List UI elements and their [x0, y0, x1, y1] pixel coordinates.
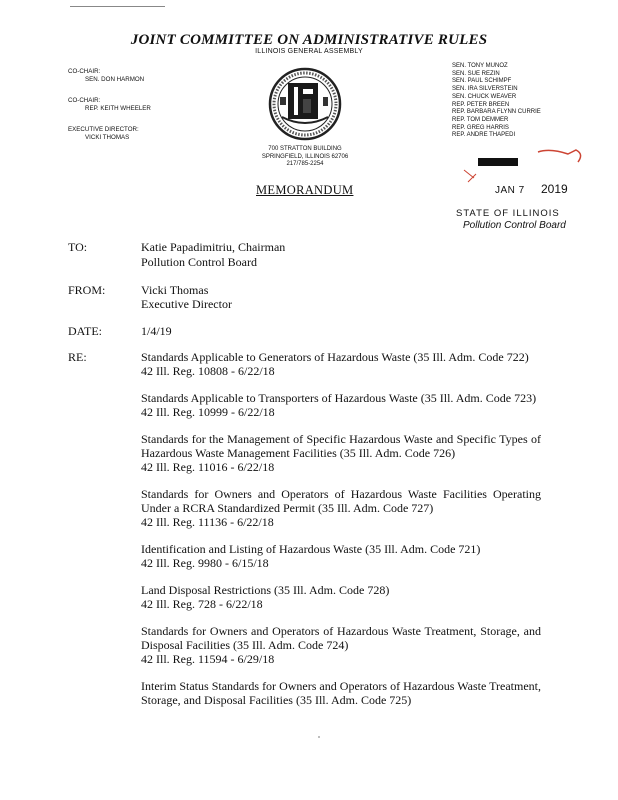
re-item-title: Interim Status Standards for Owners and Operators of Hazardous Waste Treatment, Storage, and Disposal Facilities (35 Ill. Adm. Code 725)	[141, 679, 541, 707]
member-name: SEN. IRA SILVERSTEIN	[452, 86, 518, 93]
from-label: FROM:	[68, 283, 106, 297]
re-item-title: Standards Applicable to Transporters of Hazardous Waste (35 Ill. Adm. Code 723)	[141, 391, 537, 405]
member-list	[452, 63, 602, 140]
scan-speck	[318, 736, 320, 738]
re-item-reg: 42 Ill. Reg. 11136 - 6/22/18	[141, 515, 274, 529]
from-name: Vicki Thomas	[141, 283, 209, 297]
member-name: REP. TOM DEMMER	[452, 116, 509, 123]
re-item	[141, 350, 541, 378]
re-item-reg: 42 Ill. Reg. 11594 - 6/29/18	[141, 652, 275, 666]
re-item-title: Land Disposal Restrictions (35 Ill. Adm. Code 728)	[141, 583, 390, 597]
scan-mark	[70, 6, 165, 7]
re-item	[141, 542, 541, 570]
re-item	[141, 391, 541, 419]
re-item-reg: 42 Ill. Reg. 10999 - 6/22/18	[141, 405, 275, 419]
leadership-role: CO-CHAIR:	[68, 97, 101, 104]
leadership-name: VICKI THOMAS	[85, 134, 130, 141]
leadership-name: SEN. DON HARMON	[85, 76, 145, 83]
from-title: Executive Director	[141, 297, 232, 311]
re-item-title: Identification and Listing of Hazardous Waste (35 Ill. Adm. Code 721)	[141, 542, 481, 556]
re-item-title: Standards Applicable to Generators of Hazardous Waste (35 Ill. Adm. Code 722)	[141, 350, 529, 364]
leadership-list	[68, 68, 208, 155]
stamp-date: JAN 7	[495, 185, 525, 196]
office-address	[240, 146, 370, 169]
leadership-entry	[68, 97, 208, 113]
member-name: REP. ANDRE THAPEDI	[452, 132, 516, 139]
to-name: Katie Papadimitriu, Chairman	[141, 240, 286, 254]
committee-subtitle: ILLINOIS GENERAL ASSEMBLY	[255, 48, 363, 55]
date-value: 1/4/19	[141, 324, 172, 338]
stamp-board: Pollution Control Board	[463, 220, 566, 231]
re-label: RE:	[68, 350, 87, 364]
redaction-bar	[478, 158, 518, 166]
re-list	[141, 350, 541, 720]
committee-title: JOINT COMMITTEE ON ADMINISTRATIVE RULES	[130, 32, 488, 48]
date-label: DATE:	[68, 324, 102, 338]
re-item-reg: 42 Ill. Reg. 728 - 6/22/18	[141, 597, 263, 611]
re-item-title: Standards for Owners and Operators of Hazardous Waste Facilities Operating Under a RCRA Standardized Permit (35 Ill. Adm. Code 727)	[141, 487, 541, 515]
leadership-name: REP. KEITH WHEELER	[85, 105, 151, 112]
re-item-reg: 42 Ill. Reg. 11016 - 6/22/18	[141, 460, 275, 474]
member-name: SEN. TONY MUNOZ	[452, 63, 508, 69]
memo-heading: MEMORANDUM	[256, 183, 354, 197]
leadership-entry	[68, 68, 208, 84]
re-item	[141, 432, 541, 474]
address-line: 700 STRATTON BUILDING	[268, 146, 342, 152]
address-line: SPRINGFIELD, ILLINOIS 62706	[261, 153, 349, 160]
member-name: REP. GREG HARRIS	[452, 124, 509, 131]
leadership-role: EXECUTIVE DIRECTOR:	[68, 126, 139, 133]
to-label: TO:	[68, 240, 88, 254]
leadership-entry	[68, 126, 208, 142]
member-name: SEN. CHUCK WEAVER	[452, 93, 517, 100]
re-item-reg: 42 Ill. Reg. 10808 - 6/22/18	[141, 364, 275, 378]
re-item	[141, 679, 541, 707]
re-item-title: Standards for the Management of Specific Hazardous Waste and Specific Types of Hazardous Waste Management Facilities (35 Ill. Adm. Code 726)	[141, 432, 541, 460]
member-name: REP. PETER BREEN	[452, 101, 510, 108]
illinois-seal-icon	[268, 67, 342, 141]
re-item	[141, 487, 541, 529]
re-item	[141, 583, 541, 611]
stamp-year: 2019	[541, 182, 568, 196]
re-item	[141, 624, 541, 666]
leadership-role: CO-CHAIR:	[68, 68, 101, 75]
re-item-title: Standards for Owners and Operators of Hazardous Waste Treatment, Storage, and Disposal Facilities (35 Ill. Adm. Code 724)	[141, 624, 541, 652]
re-item-reg: 42 Ill. Reg. 9980 - 6/15/18	[141, 556, 269, 570]
to-org: Pollution Control Board	[141, 255, 258, 269]
member-name: SEN. PAUL SCHIMPF	[452, 78, 512, 85]
member-name: REP. BARBARA FLYNN CURRIE	[452, 109, 541, 116]
stamp-state: STATE OF ILLINOIS	[456, 208, 560, 219]
address-line: 217/785-2254	[286, 161, 324, 167]
member-name: SEN. SUE REZIN	[452, 70, 500, 77]
